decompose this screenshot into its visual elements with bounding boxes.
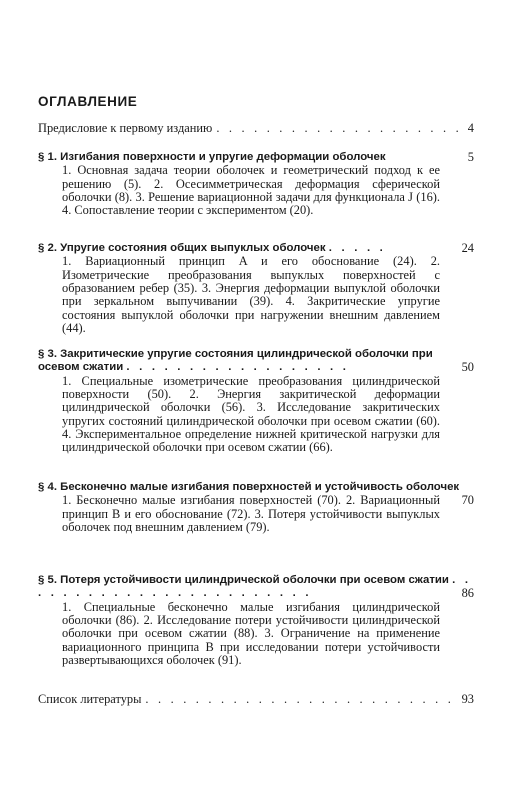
toc-entry-preface[interactable]: [38, 121, 474, 136]
toc-entry-section-2[interactable]: [38, 242, 474, 335]
leader-dots: . . . . .: [328, 242, 387, 254]
toc-entry-section-1[interactable]: [38, 151, 474, 218]
toc-entry-section-5[interactable]: [38, 574, 474, 667]
toc-entry-references[interactable]: [38, 692, 474, 707]
section-page-number: 70: [461, 493, 474, 507]
section-contents: 1. Специальные бесконечно малые изгибания цилиндрической оболочки (86). 2. Исследование потери устойчивости цилиндрической оболочки при осевом сжатии (88). 3. Ограничение на применение вариационного принципа B при исследовании потери устойчивости развертывающихся оболочек (91).: [62, 599, 440, 667]
leader-dots: . . . . . . . . . . . . . . . . . . . . . . . .: [38, 574, 472, 600]
section-page-number: 24: [461, 241, 474, 255]
section-heading: § 2. Упругие состояния общих выпуклых оболочек: [38, 242, 326, 254]
toc-entry-section-4[interactable]: [38, 481, 474, 534]
section-heading: § 3. Закритические упругие состояния цилиндрической оболочки при осевом сжатии: [38, 348, 433, 374]
section-contents: 1. Вариационный принцип A и его обоснование (24). 2. Изометрические преобразования выпуклых поверхностей с образованием ребер (35). 3. Энергия деформации выпуклой оболочки при зеркальном выпучивании (39). 4. Закритические упругие состояния выпуклой оболочки при нагружении внешним давлением (44).: [62, 254, 440, 335]
section-page-number: 5: [467, 150, 474, 164]
leader-dots: [216, 121, 457, 136]
section-heading: § 1. Изгибания поверхности и упругие деформации оболочек: [38, 151, 386, 163]
entry-page-number: 4: [467, 121, 474, 135]
section-page-number: 50: [461, 360, 474, 374]
section-contents: 1. Специальные изометрические преобразования цилиндрической поверхности (50). 2. Энергия закритической деформации цилиндрической оболочки (56). 3. Исследование закритических упругих состояний цилиндрической оболочки при осевом сжатии (60). 4. Экспериментальное определение нижней критической нагрузки для цилиндрической оболочки при осевом сжатии (66).: [62, 373, 440, 455]
section-heading: § 4. Бесконечно малые изгибания поверхностей и устойчивость оболочек: [38, 481, 460, 493]
toc-title: ОГЛАВЛЕНИЕ: [38, 94, 138, 109]
entry-label: Список литературы: [38, 692, 142, 706]
section-contents: 1. Бесконечно малые изгибания поверхностей (70). 2. Вариационный принцип B и его обоснование (72). 3. Потеря устойчивости выпуклых оболочек под внешним давлением (79).: [62, 493, 440, 534]
section-page-number: 86: [461, 586, 474, 600]
entry-label: Предисловие к первому изданию: [38, 121, 213, 135]
entry-page-number: 93: [461, 692, 474, 706]
leader-dots: . . . . . . . . . . . . . . . . . .: [126, 361, 350, 374]
section-contents: 1. Основная задача теории оболочек и геометрический подход к ее решению (5). 2. Осесимметрическая деформация сферической оболочки (8). 3. Решение вариационной задачи для функционала J (16). 4. Сопоставление теории с экспериментом (20).: [62, 163, 440, 218]
leader-dots: [145, 692, 451, 707]
section-heading: § 5. Потеря устойчивости цилиндрической оболочки при осевом сжатии: [38, 574, 449, 586]
toc-entry-section-3[interactable]: [38, 348, 474, 455]
